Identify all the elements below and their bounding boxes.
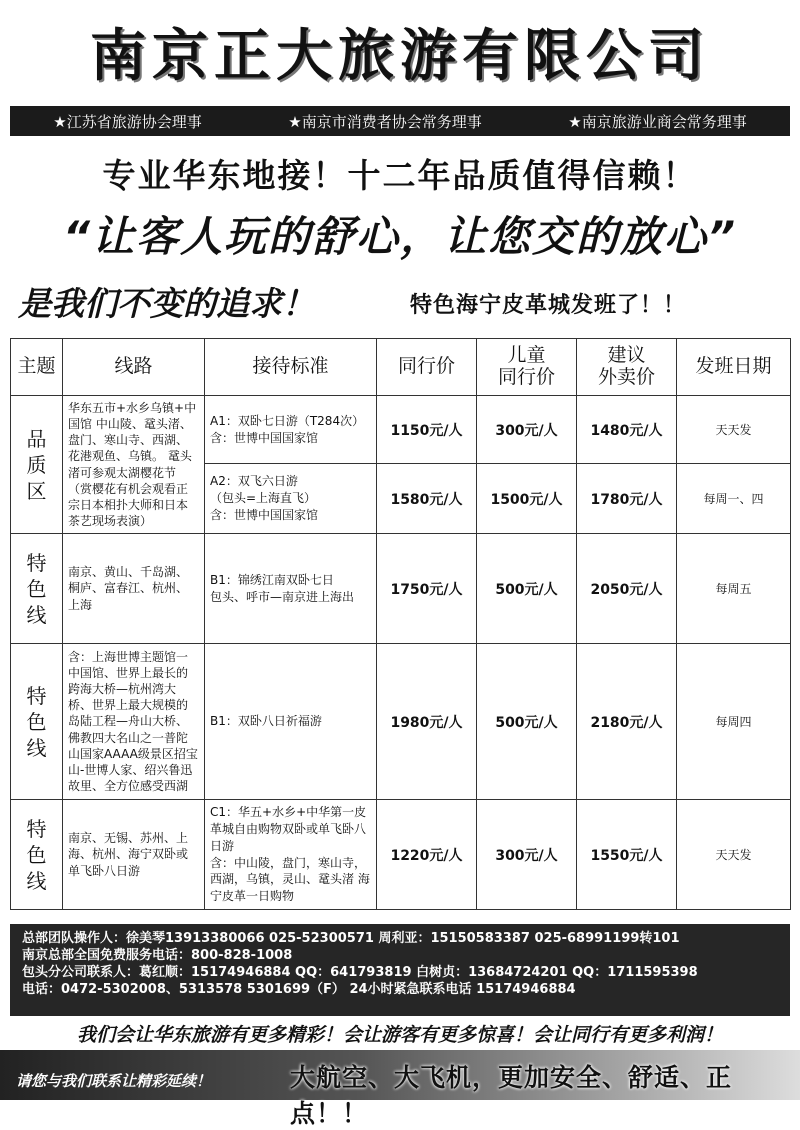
theme-cell: 特色线: [11, 644, 63, 800]
departure-dates: 天天发: [677, 800, 791, 910]
retail-price: 2180元/人: [577, 644, 677, 800]
theme-cell: 特色线: [11, 534, 63, 644]
child-price: 300元/人: [477, 396, 577, 464]
company-name: 南京正大旅游有限公司: [90, 24, 710, 89]
child-price: 1500元/人: [477, 464, 577, 534]
table-header-row: [11, 339, 791, 396]
contact-panel: [10, 924, 790, 1016]
retail-price: 1780元/人: [577, 464, 677, 534]
header-dates: 发班日期: [677, 339, 791, 396]
theme-cell: 特色线: [11, 800, 63, 910]
header-peer-price: 同行价: [377, 339, 477, 396]
association-bar: [10, 106, 790, 136]
route-cell: 南京、无锡、苏州、上海、杭州、海宁双卧或单飞卧八日游: [63, 800, 205, 910]
header-route: 线路: [63, 339, 205, 396]
table-row: [11, 534, 791, 644]
peer-price: 1750元/人: [377, 534, 477, 644]
header-standard: 接待标准: [205, 339, 377, 396]
standard-cell: C1：华五+水乡+中华第一皮革城自由购物双卧或单飞卧八日游 含：中山陵，盘门，寒山寺，西湖，乌镇，灵山、鼋头渚 海宁皮革一日购物: [205, 800, 377, 910]
peer-price: 1980元/人: [377, 644, 477, 800]
contact-line-phone: 电话：0472-5302008、5313578 5301699（F） 24小时紧急联系电话 15174946884: [22, 982, 576, 997]
table-row: [11, 396, 791, 464]
contact-line-baotou: 包头分公司联系人：葛红顺：15174946884 QQ：641793819 白树贞：13684724201 QQ：1711595398: [22, 965, 698, 980]
departure-dates: 每周四: [677, 644, 791, 800]
header-child-price: 儿童 同行价: [477, 339, 577, 396]
standard-cell: A1：双卧七日游（T284次） 含：世博中国国家馆: [205, 396, 377, 464]
child-price: 300元/人: [477, 800, 577, 910]
child-price: 500元/人: [477, 534, 577, 644]
association-1: ★江苏省旅游协会理事: [53, 112, 202, 131]
header-theme: 主题: [11, 339, 63, 396]
route-table: [10, 338, 791, 910]
standard-cell: B1：锦绣江南双卧七日 包头、呼市—南京进上海出: [205, 534, 377, 644]
company-header: [0, 0, 800, 104]
contact-line-hotline: 南京总部全国免费服务电话：800-828-1008: [22, 948, 293, 963]
association-2: ★南京市消费者协会常务理事: [288, 112, 482, 131]
slogan-pursuit: 是我们不变的追求！: [18, 284, 315, 323]
child-price: 500元/人: [477, 644, 577, 800]
association-3: ★南京旅游业商会常务理事: [568, 112, 747, 131]
contact-us-text: 请您与我们联系让精彩延续！: [16, 1072, 212, 1090]
header-retail-price: 建议 外卖价: [577, 339, 677, 396]
slogan-quality: 专业华东地接！十二年品质值得信赖！: [102, 156, 698, 195]
standard-cell: A2：双飞六日游 （包头=上海直飞） 含：世博中国国家馆: [205, 464, 377, 534]
retail-price: 2050元/人: [577, 534, 677, 644]
airline-slogan: 大航空、大飞机，更加安全、舒适、正点！！: [290, 1063, 733, 1128]
departure-dates: 每周一、四: [677, 464, 791, 534]
table-row: [11, 644, 791, 800]
promise-banner: 我们会让华东旅游有更多精彩！会让游客有更多惊喜！会让同行有更多利润！: [76, 1024, 723, 1046]
route-cell: 华东五市+水乡乌镇+中国馆 中山陵、鼋头渚、盘门、寒山寺、西湖、花港观鱼、乌镇。 鼋头渚可参观太湖樱花节（赏樱花有机会观看正宗日本相扑大师和日本茶艺现场表演）: [63, 396, 205, 534]
route-cell: 含：上海世博主题馆一中国馆、世界上最长的跨海大桥—杭州湾大桥、世界上最大规模的岛陆工程—舟山大桥、佛教四大名山之一普陀山国家AAAA级景区招宝山-世博人家、绍兴鲁迅故里、全方位感受西湖: [63, 644, 205, 800]
table-row: [11, 800, 791, 910]
peer-price: 1150元/人: [377, 396, 477, 464]
route-cell: 南京、黄山、千岛湖、桐庐、富春江、杭州、上海: [63, 534, 205, 644]
standard-cell: B1：双卧八日祈福游: [205, 644, 377, 800]
slogan-haining: 特色海宁皮革城发班了！！: [410, 293, 687, 318]
slogan-quote: “让客人玩的舒心，让您交的放心”: [62, 212, 738, 261]
peer-price: 1580元/人: [377, 464, 477, 534]
contact-line-operators: 总部团队操作人：徐美琴13913380066 025-52300571 周利亚：15150583387 025-68991199转101: [22, 931, 680, 946]
retail-price: 1550元/人: [577, 800, 677, 910]
departure-dates: 天天发: [677, 396, 791, 464]
retail-price: 1480元/人: [577, 396, 677, 464]
theme-cell: 品质区: [11, 396, 63, 534]
departure-dates: 每周五: [677, 534, 791, 644]
peer-price: 1220元/人: [377, 800, 477, 910]
